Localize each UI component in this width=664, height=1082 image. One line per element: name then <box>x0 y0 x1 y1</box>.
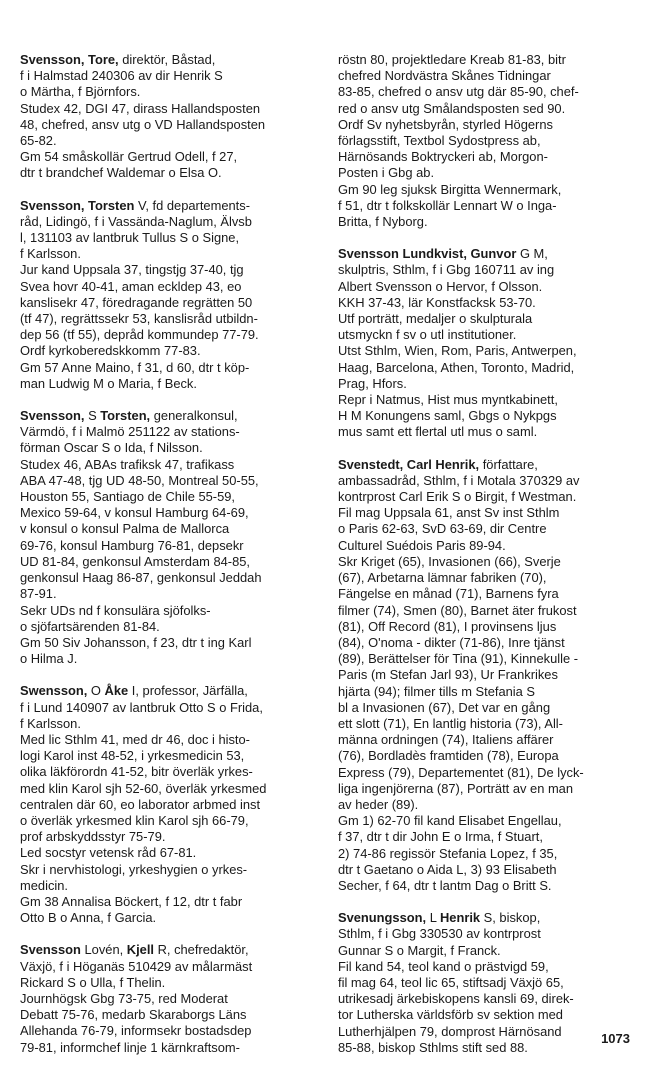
entry-text: Gm 90 leg sjuksk Birgitta Wennermark, <box>338 181 562 197</box>
entry-text: Posten i Gbg ab. <box>338 165 435 181</box>
entry-text-line <box>20 1040 312 1056</box>
entry-text-line <box>20 521 312 537</box>
entry-text: dtr t brandchef Waldemar o Elsa O. <box>20 165 222 181</box>
right-column <box>338 52 634 1072</box>
entry-text: 83-85, chefred o ansv utg där 85-90, chef- <box>338 84 579 100</box>
entry-text: f i Halmstad 240306 av dir Henrik S <box>20 68 223 84</box>
entry-text: Gm 1) 62-70 fil kand Elisabet Engellau, <box>338 813 562 829</box>
entry-text-line <box>338 781 634 797</box>
entry-text-line <box>20 214 312 230</box>
entry-text-line <box>20 101 312 117</box>
page-number: 1073 <box>601 1031 630 1046</box>
entry-text-line <box>338 862 634 878</box>
entry-name: Swensson, <box>20 683 88 699</box>
entry-text-line <box>20 748 312 764</box>
entry-text-line <box>338 376 634 392</box>
entry-text: R, chefredaktör, <box>154 942 249 958</box>
entry-text: hjärta (94); filmer tills m Stefania S <box>338 683 536 699</box>
entry-text-line <box>20 440 312 456</box>
entry-text: Gm 38 Annalisa Böckert, f 12, dtr t fabr <box>20 893 243 909</box>
entry-text: Repr i Natmus, Hist mus myntkabinett, <box>338 392 558 408</box>
entry-text-line <box>20 246 312 262</box>
entry-text: Otto B o Anna, f Garcia. <box>20 910 157 926</box>
entry-text: mus samt ett flertal utl mus o saml. <box>338 424 538 440</box>
entry-text-line <box>20 975 312 991</box>
entry-text: filmer (74), Smen (80), Barnet äter frukost <box>338 602 577 618</box>
biography-entry <box>20 408 312 667</box>
entry-text: bl a Invasionen (67), Det var en gång <box>338 699 551 715</box>
entry-text-line <box>338 748 634 764</box>
entry-text: dep 56 (tf 55), depråd kommundep 77-79. <box>20 327 259 343</box>
entry-text: Ordf Sv nyhetsbyrån, styrled Högerns <box>338 116 553 132</box>
entry-text: (84), O'noma - dikter (71-86), Inre tjänst <box>338 634 565 650</box>
entry-text-line <box>338 846 634 862</box>
entry-text: centralen där 60, eo laborator arbmed inst <box>20 796 261 812</box>
entry-text-line <box>20 295 312 311</box>
entry-text: UD 81-84, genkonsul Amsterdam 84-85, <box>20 553 251 569</box>
entry-text-line <box>338 198 634 214</box>
entry-text-line <box>338 424 634 440</box>
entry-text: Studex 42, DGI 47, dirass Hallandsposten <box>20 100 261 116</box>
entry-text-line <box>338 214 634 230</box>
entry-text-line <box>20 700 312 716</box>
biography-entry <box>20 683 312 926</box>
entry-text: Gm 54 småskollär Gertrud Odell, f 27, <box>20 149 238 165</box>
entry-text-line <box>20 230 312 246</box>
entry-text: utsmyckn f sv o utl institutioner. <box>338 327 517 343</box>
entry-text-line <box>338 101 634 117</box>
entry-text: kanslisekr 47, föredragande regrätten 50 <box>20 294 253 310</box>
entry-text: 79-81, informchef linje 1 kärnkraftsom- <box>20 1039 240 1055</box>
entry-text: tor Lutherska världsförb sv sektion med <box>338 1007 563 1023</box>
entry-text-line <box>20 343 312 359</box>
entry-text: råd, Lidingö, f i Vassända-Naglum, Älvsb <box>20 213 252 229</box>
entry-text: fil mag 64, teol lic 65, stiftsadj Växjö 65, <box>338 974 564 990</box>
entry-text: KKH 37-43, lär Konstfacksk 53-70. <box>338 294 536 310</box>
entry-text: I, professor, Järfälla, <box>128 683 248 699</box>
entry-text-line <box>20 829 312 845</box>
entry-text: f Karlsson. <box>20 246 81 262</box>
entry-text: Led socstyr vetensk råd 67-81. <box>20 845 197 861</box>
entry-text-line <box>20 327 312 343</box>
entry-text-line <box>338 473 634 489</box>
entry-text-line <box>20 1023 312 1039</box>
entry-text-line <box>20 878 312 894</box>
entry-text: Gm 57 Anne Maino, f 31, d 60, dtr t köp- <box>20 359 250 375</box>
entry-text-line <box>338 603 634 619</box>
entry-text: skulptris, Sthlm, f i Gbg 160711 av ing <box>338 262 555 278</box>
entry-name: Torsten, <box>100 408 151 424</box>
entry-text-line <box>20 457 312 473</box>
entry-text: dtr t Gaetano o Aida L, 3) 93 Elisabeth <box>338 861 557 877</box>
entry-text-line <box>20 910 312 926</box>
entry-name: Svensson <box>20 942 81 958</box>
entry-text-line <box>20 262 312 278</box>
entry-text: Rickard S o Ulla, f Thelin. <box>20 974 166 990</box>
biography-entry <box>20 52 312 182</box>
entry-text-line <box>20 845 312 861</box>
biography-entry <box>338 910 634 1056</box>
entry-text-line <box>20 813 312 829</box>
entry-text-line <box>20 360 312 376</box>
entry-text-line <box>338 878 634 894</box>
entry-name: Svensson, Tore, <box>20 52 119 67</box>
entry-text: prof arbskyddsstyr 75-79. <box>20 829 166 845</box>
entry-text-line <box>20 117 312 133</box>
entry-text: medicin. <box>20 877 68 893</box>
entry-text: (76), Bordladès framtiden (78), Europa <box>338 748 559 764</box>
entry-heading-line <box>20 408 312 424</box>
entry-text: man Ludwig M o Maria, f Beck. <box>20 375 197 391</box>
entry-text-line <box>338 489 634 505</box>
entry-text: kontrprost Carl Erik S o Birgit, f Westman. <box>338 489 577 505</box>
entry-text: Debatt 75-76, medarb Skaraborgs Läns <box>20 1007 247 1023</box>
entry-text: L <box>426 910 440 926</box>
entry-text: Secher, f 64, dtr t lantm Dag o Britt S. <box>338 877 552 893</box>
entry-text: utrikesadj ärkebiskopens kansli 69, direk- <box>338 991 574 1007</box>
entry-text-line <box>20 133 312 149</box>
entry-text-line <box>20 586 312 602</box>
biography-entry <box>338 52 634 230</box>
entry-text: ett slott (71), En lantlig historia (73), All- <box>338 715 563 731</box>
entry-name: Svensson Lundkvist, Gunvor <box>338 246 517 262</box>
entry-text-line <box>338 1007 634 1023</box>
entry-text: ambassadråd, Sthlm, f i Motala 370329 av <box>338 472 580 488</box>
entry-text: logi Karol inst 48-52, i yrkesmedicin 53, <box>20 748 245 764</box>
entry-text-line <box>20 68 312 84</box>
entry-text-line <box>338 975 634 991</box>
entry-text: f 51, dtr t folkskollär Lennart W o Inga- <box>338 197 557 213</box>
entry-text: Fil kand 54, teol kand o prästvigd 59, <box>338 958 549 974</box>
entry-text: V, fd departements- <box>134 197 250 213</box>
entry-text-line <box>20 489 312 505</box>
entry-text-line <box>338 1040 634 1056</box>
entry-text: 69-76, konsul Hamburg 76-81, depsekr <box>20 537 244 553</box>
entry-text: olika läkförordn 41-52, bitr överläk yrkes- <box>20 764 253 780</box>
entry-text-line <box>20 991 312 1007</box>
entry-text: Jur kand Uppsala 37, tingstjg 37-40, tjg <box>20 262 244 278</box>
entry-text: (tf 47), regrättssekr 53, kanslisråd utbildn- <box>20 311 258 327</box>
entry-text-line <box>338 538 634 554</box>
entry-text-line <box>338 991 634 1007</box>
entry-text-line <box>338 279 634 295</box>
entry-text-line <box>338 68 634 84</box>
entry-text-line <box>338 651 634 667</box>
entry-heading-line <box>338 910 634 926</box>
entry-text: männa ordningen (74), Italiens affärer <box>338 732 554 748</box>
entry-heading-line <box>338 246 634 262</box>
entry-text: Lovén, <box>80 942 127 958</box>
entry-text-line <box>20 424 312 440</box>
entry-text-line <box>20 619 312 635</box>
entry-text-line <box>338 117 634 133</box>
entry-name: Henrik <box>439 910 481 926</box>
entry-text-line <box>338 667 634 683</box>
entry-text-line <box>338 133 634 149</box>
entry-heading-line <box>338 457 634 473</box>
biography-entry <box>338 457 634 894</box>
entry-text: Sekr UDs nd f konsulära sjöfolks- <box>20 602 211 618</box>
entry-text: S, biskop, <box>480 910 541 926</box>
entry-text-line <box>338 343 634 359</box>
entry-text-line <box>338 392 634 408</box>
entry-text-line <box>20 781 312 797</box>
entry-text: G M, <box>516 246 548 262</box>
entry-text-line <box>20 732 312 748</box>
entry-text: Sthlm, f i Gbg 330530 av kontrprost <box>338 926 541 942</box>
entry-text-line <box>20 716 312 732</box>
entry-text: Växjö, f i Höganäs 510429 av målarmäst <box>20 958 253 974</box>
entry-text-line <box>20 894 312 910</box>
entry-text-line <box>338 262 634 278</box>
entry-text: Allehanda 76-79, informsekr bostadsdep <box>20 1023 252 1039</box>
entry-text: Paris (m Stefan Jarl 93), Ur Frankrikes <box>338 667 558 683</box>
entry-text-line <box>20 505 312 521</box>
entry-text-line <box>338 765 634 781</box>
entry-text: direktör, Båstad, <box>118 52 216 67</box>
entry-text-line <box>338 732 634 748</box>
entry-text: Culturel Suédois Paris 89-94. <box>338 537 506 553</box>
entry-text-line <box>338 327 634 343</box>
entry-text: författare, <box>479 456 538 472</box>
entry-text-line <box>338 570 634 586</box>
entry-text-line <box>20 473 312 489</box>
biography-entry <box>20 942 312 1055</box>
entry-text: Prag, Hfors. <box>338 375 407 391</box>
entry-text-line <box>338 182 634 198</box>
entry-text-line <box>20 959 312 975</box>
entry-text-line <box>338 716 634 732</box>
entry-text-line <box>338 554 634 570</box>
entry-text: Gunnar S o Margit, f Franck. <box>338 942 501 958</box>
entry-text-line <box>338 635 634 651</box>
entry-text-line <box>338 586 634 602</box>
entry-text: 2) 74-86 regissör Stefania Lopez, f 35, <box>338 845 558 861</box>
entry-text: Härnösands Boktryckeri ab, Morgon- <box>338 149 548 165</box>
entry-text: (89), Berättelser för Tina (91), Kinnekulle - <box>338 651 579 667</box>
entry-text: O <box>87 683 105 699</box>
entry-text: av heder (89). <box>338 796 419 812</box>
entry-text: red o ansv utg Smålandsposten sed 90. <box>338 100 566 116</box>
entry-text: generalkonsul, <box>150 408 238 424</box>
entry-text-line <box>20 635 312 651</box>
entry-text: S <box>84 408 101 424</box>
entry-text: 65-82. <box>20 133 57 149</box>
entry-text: Express (79), Departementet (81), De lyck- <box>338 764 584 780</box>
entry-text-line <box>20 84 312 100</box>
entry-text: liga ingenjörerna (87), Porträtt av en man <box>338 780 574 796</box>
entry-text-line <box>338 813 634 829</box>
entry-text-line <box>20 651 312 667</box>
entry-text: ABA 47-48, tjg UD 48-50, Montreal 50-55, <box>20 472 259 488</box>
entry-text-line <box>20 554 312 570</box>
entry-text: Studex 46, ABAs trafiksk 47, trafikass <box>20 456 235 472</box>
entry-text: Albert Svensson o Hervor, f Olsson. <box>338 278 543 294</box>
entry-text: f 37, dtr t dir John E o Irma, f Stuart, <box>338 829 543 845</box>
entry-text-line <box>338 829 634 845</box>
left-column <box>20 52 312 1072</box>
entry-text: Journhögsk Gbg 73-75, red Moderat <box>20 990 228 1006</box>
entry-text: Lutherhjälpen 79, domprost Härnösand <box>338 1023 562 1039</box>
entry-text: (67), Arbetarna lämnar fabriken (70), <box>338 570 547 586</box>
biography-entry <box>338 246 634 440</box>
entry-text: l, 131103 av lantbruk Tullus S o Signe, <box>20 230 240 246</box>
entry-text-line <box>338 295 634 311</box>
entry-text: 85-88, biskop Sthlms stift sed 88. <box>338 1039 528 1055</box>
entry-text-line <box>20 1007 312 1023</box>
entry-heading-line <box>20 198 312 214</box>
entry-heading-line <box>338 52 634 68</box>
entry-text-line <box>20 165 312 181</box>
entry-text: f i Lund 140907 av lantbruk Otto S o Frida, <box>20 699 263 715</box>
entry-text-line <box>20 279 312 295</box>
entry-text: Houston 55, Santiago de Chile 55-59, <box>20 489 235 505</box>
entry-text: röstn 80, projektledare Kreab 81-83, bitr <box>338 52 566 67</box>
entry-text: Haag, Barcelona, Athen, Toronto, Madrid, <box>338 359 575 375</box>
entry-name: Åke <box>104 683 129 699</box>
entry-text-line <box>20 764 312 780</box>
entry-text: o sjöfartsärenden 81-84. <box>20 618 160 634</box>
entry-text: Fängelse en månad (71), Barnens fyra <box>338 586 559 602</box>
entry-name: Svensson, <box>20 408 85 424</box>
entry-text: 87-91. <box>20 586 57 602</box>
entry-text-line <box>338 311 634 327</box>
entry-text: f Karlsson. <box>20 715 81 731</box>
entry-text: förman Oscar S o Ida, f Nilsson. <box>20 440 203 456</box>
entry-text: o Hilma J. <box>20 651 78 667</box>
entry-text: Med lic Sthlm 41, med dr 46, doc i histo- <box>20 731 250 747</box>
entry-text-line <box>338 149 634 165</box>
entry-text-line <box>20 570 312 586</box>
entry-text-line <box>338 943 634 959</box>
entry-text: (81), Off Record (81), I provinsens ljus <box>338 618 557 634</box>
entry-text-line <box>20 149 312 165</box>
entry-name: Kjell <box>126 942 155 958</box>
entry-text: Britta, f Nyborg. <box>338 214 428 230</box>
entry-text: Utf porträtt, medaljer o skulpturala <box>338 311 533 327</box>
entry-text-line <box>20 376 312 392</box>
entry-text-line <box>338 684 634 700</box>
entry-text: Värmdö, f i Malmö 251122 av stations- <box>20 424 240 440</box>
biography-entry <box>20 198 312 392</box>
entry-text-line <box>338 360 634 376</box>
entry-text-line <box>20 797 312 813</box>
entry-text: o överläk yrkesmed klin Karol sjh 66-79, <box>20 812 249 828</box>
entry-text-line <box>338 165 634 181</box>
entry-text-line <box>338 797 634 813</box>
entry-text-line <box>338 959 634 975</box>
entry-text: Fil mag Uppsala 61, anst Sv inst Sthlm <box>338 505 560 521</box>
entry-text-line <box>20 603 312 619</box>
entry-text: Utst Sthlm, Wien, Rom, Paris, Antwerpen, <box>338 343 577 359</box>
entry-text: 48, chefred, ansv utg o VD Hallandsposten <box>20 116 266 132</box>
entry-text: Svea hovr 40-41, aman eckldep 43, eo <box>20 278 242 294</box>
entry-name: Svensson, Torsten <box>20 197 135 213</box>
entry-text: med klin Karol sjh 52-60, överläk yrkesmed <box>20 780 267 796</box>
entry-text-line <box>20 862 312 878</box>
entry-text-line <box>20 538 312 554</box>
entry-text: Mexico 59-64, v konsul Hamburg 64-69, <box>20 505 249 521</box>
entry-text: förlagsstift, Textbol Sydostpress ab, <box>338 133 541 149</box>
entry-text: Gm 50 Siv Johansson, f 23, dtr t ing Karl <box>20 634 252 650</box>
entry-text: o Märtha, f Björnfors. <box>20 84 141 100</box>
entry-text: v konsul o konsul Palma de Mallorca <box>20 521 230 537</box>
entry-text-line <box>338 505 634 521</box>
entry-text: Skr Kriget (65), Invasionen (66), Sverje <box>338 553 561 569</box>
entry-heading-line <box>20 942 312 958</box>
entry-text-line <box>338 619 634 635</box>
entry-text: chefred Nordvästra Skånes Tidningar <box>338 68 551 84</box>
entry-text: o Paris 62-63, SvD 63-69, dir Centre <box>338 521 547 537</box>
entry-text-line <box>338 926 634 942</box>
entry-text: Skr i nervhistologi, yrkeshygien o yrkes- <box>20 861 248 877</box>
entry-name: Svenungsson, <box>338 910 427 926</box>
entry-heading-line <box>20 683 312 699</box>
entry-text-line <box>338 521 634 537</box>
entry-name: Svenstedt, Carl Henrik, <box>338 456 480 472</box>
entry-text: H M Konungens saml, Gbgs o Nykpgs <box>338 408 557 424</box>
entry-text-line <box>338 700 634 716</box>
entry-text-line <box>20 311 312 327</box>
entry-text-line <box>338 408 634 424</box>
entry-text-line <box>338 84 634 100</box>
entry-heading-line <box>20 52 312 68</box>
entry-text-line <box>338 1024 634 1040</box>
entry-text: genkonsul Haag 86-87, genkonsul Jeddah <box>20 570 262 586</box>
entry-text: Ordf kyrkoberedskkomm 77-83. <box>20 343 201 359</box>
